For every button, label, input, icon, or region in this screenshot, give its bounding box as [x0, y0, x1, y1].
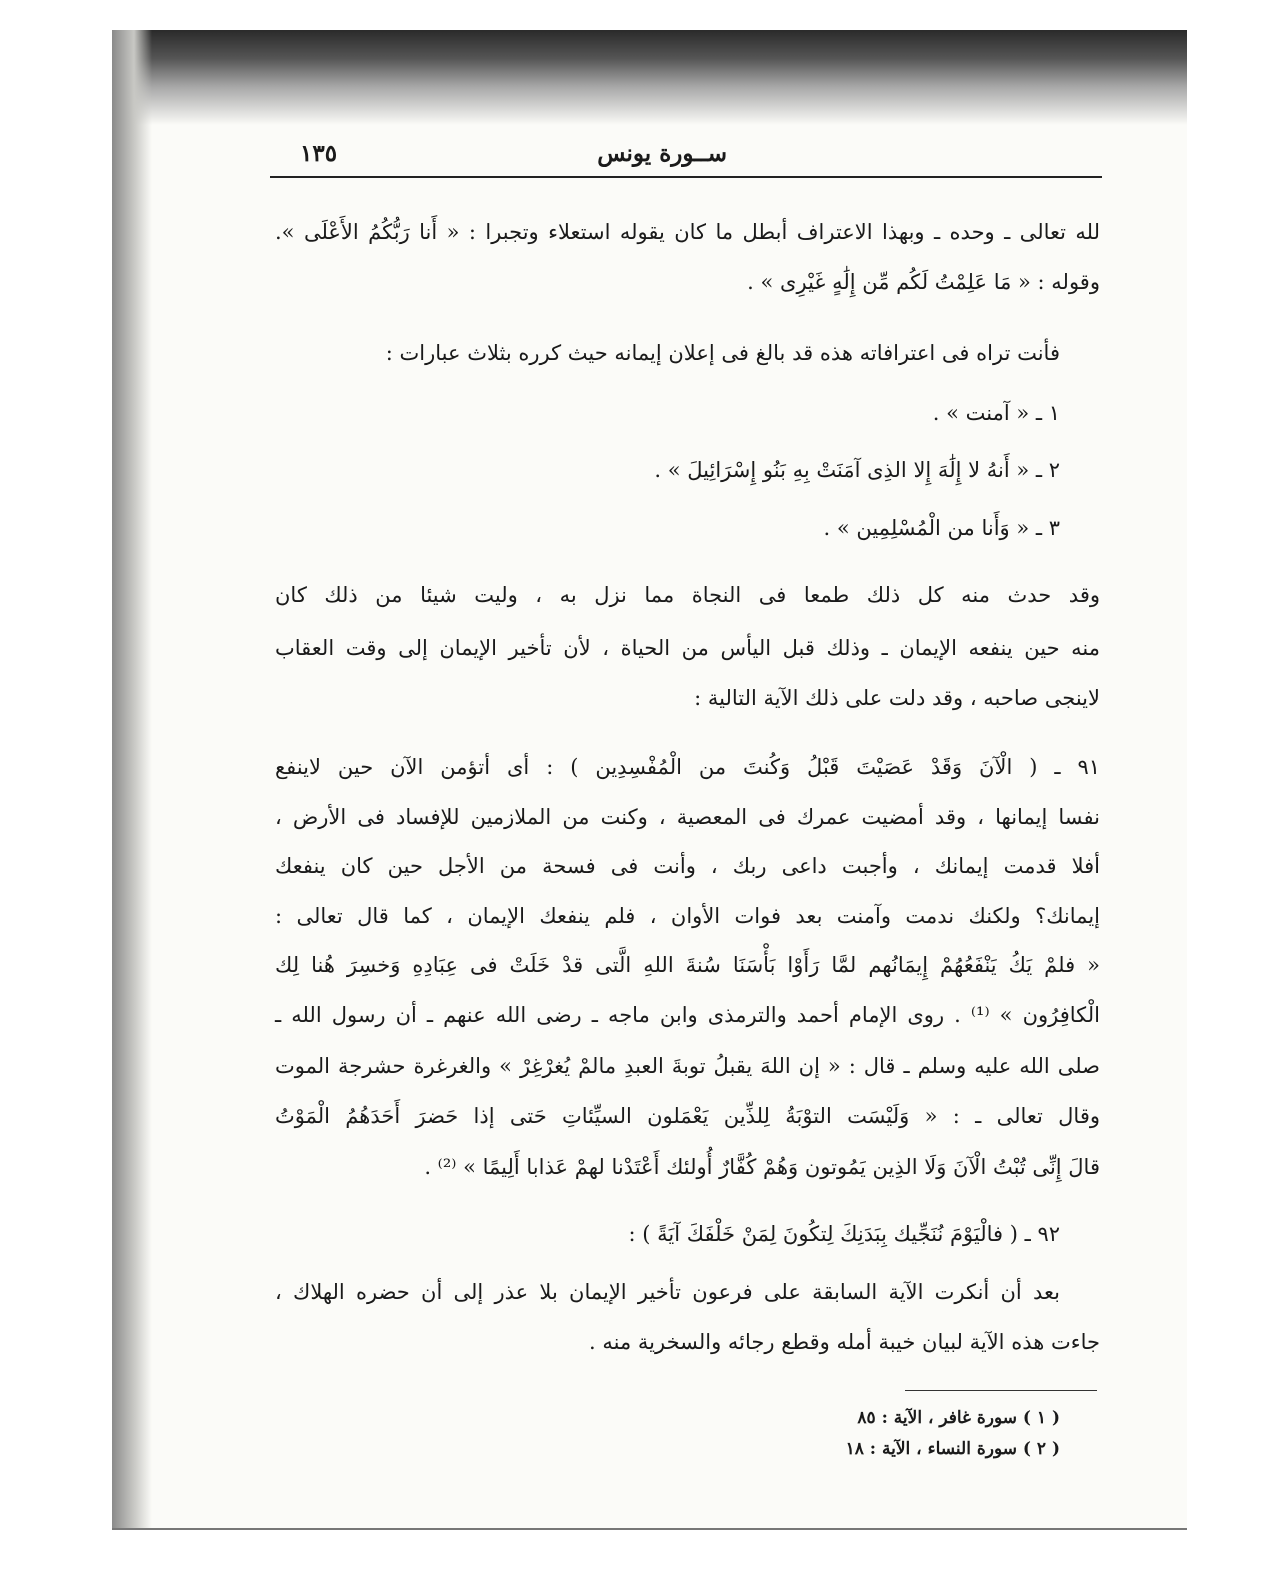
- text-line: وقد حدث منه كل ذلك طمعا فى النجاة مما نزل به ، وليت شيئا من ذلك كان: [275, 583, 1100, 607]
- text-line: جاءت هذه الآية لبيان خيبة أمله وقطع رجائه والسخرية منه .: [589, 1330, 1100, 1354]
- list-item: ٢ ـ « أَنهُ لا إِلَٰهَ إِلا الذِى آمَنَتْ بِهِ بَنُو إِسْرَائِيلَ » .: [654, 458, 1060, 482]
- page-number: ١٣٥: [300, 140, 338, 167]
- page-header: [270, 138, 1102, 178]
- list-item: ١ ـ « آمنت » .: [932, 401, 1060, 425]
- page-title: ســورة يونس: [597, 140, 727, 167]
- scan-edge-bottom: [112, 1528, 1187, 1530]
- text-line: ٩٢ ـ ( فالْيَوْمَ نُنَجِّيك بِبَدَنِكَ لِتكُونَ لِمَنْ خَلْفَكَ آيَةً ) :: [628, 1222, 1060, 1246]
- text-line: بعد أن أنكرت الآية السابقة على فرعون تأخير الإيمان بلا عذر إلى أن حضره الهلاك ،: [275, 1280, 1060, 1304]
- scan-shadow-left: [112, 30, 152, 1530]
- text-line: « فلمْ يَكُ يَنْفَعُهُمْ إِيمَانُهم لمَّا رَأَوْا بَأْسَنَا سُنةَ اللهِ الَّتى قدْ خَلَتْ فى عِبَادِهِ وَخسِرَ هُنا لِك: [275, 953, 1100, 977]
- text-line: فأنت تراه فى اعترافاته هذه قد بالغ فى إعلان إيمانه حيث كرره بثلاث عبارات :: [385, 341, 1060, 365]
- text-line: صلى الله عليه وسلم ـ قال : « إن اللهَ يقبلُ توبةَ العبدِ مالمْ يُغرْغِرْ » والغرغرة حشرجة الموت: [275, 1054, 1100, 1078]
- text-line: أفلا قدمت إيمانك ، وأجبت داعى ربك ، وأنت فى فسحة من الأجل حين كان ينفعك: [275, 854, 1100, 878]
- text-line: إيمانك؟ ولكنك ندمت وآمنت بعد فوات الأوان ، فلم ينفعك الإيمان ، كما قال تعالى :: [275, 904, 1100, 928]
- text-line: نفسا إيمانها ، وقد أمضيت عمرك فى المعصية ، وكنت من الملازمين للإفساد فى الأرض ،: [275, 805, 1100, 829]
- header-rule: [270, 176, 1102, 178]
- list-item: ٣ ـ « وَأَنا من الْمُسْلِمِين » .: [823, 516, 1060, 540]
- footnote: ( ٢ ) سورة النساء ، الآية : ١٨: [845, 1439, 1060, 1459]
- text-line: وقوله : « مَا عَلِمْتُ لَكُم مِّن إِلَٰهٍ غَيْرِى » .: [747, 270, 1100, 294]
- text-line: وقال تعالى ـ : « وَلَيْسَت التوْبَةُ لِلذِّين يَعْمَلون السيِّئاتِ حَتى إذا حَضرَ أَحَدَهُمُ الْمَوْتُ: [275, 1104, 1100, 1128]
- text-line: ٩١ ـ ( الْآنَ وَقَدْ عَصَيْتَ قَبْلُ وَكُنتَ من الْمُفْسِدِين ) : أى أتؤمن الآن حين لاينفع: [275, 755, 1100, 779]
- scan-shadow-top: [112, 30, 1187, 125]
- footnote: ( ١ ) سورة غافر ، الآية : ٨٥: [857, 1408, 1060, 1428]
- text-line: لاينجى صاحبه ، وقد دلت على ذلك الآية التالية :: [694, 686, 1100, 710]
- text-line: الْكافِرُون » ⁽¹⁾ . روى الإمام أحمد والترمذى وابن ماجه ـ رضى الله عنهم ـ أن رسول الله ـ: [275, 1003, 1100, 1027]
- text-line: قالَ إِنِّى تُبْتُ الْآنَ وَلَا الذِين يَمُوتون وَهُمْ كُفَّارٌ أُولئك أَعْتَدْنا لهمْ عَذابا أَلِيمًا » ⁽²⁾ .: [424, 1155, 1100, 1179]
- text-line: لله تعالى ـ وحده ـ وبهذا الاعتراف أبطل ما كان يقوله استعلاء وتجبرا : « أَنا رَبُّكُمُ الأَعْلَى ».: [275, 220, 1100, 244]
- footnote-rule: [905, 1390, 1097, 1391]
- text-line: منه حين ينفعه الإيمان ـ وذلك قبل اليأس من الحياة ، لأن تأخير الإيمان إلى وقت العقاب: [275, 636, 1100, 660]
